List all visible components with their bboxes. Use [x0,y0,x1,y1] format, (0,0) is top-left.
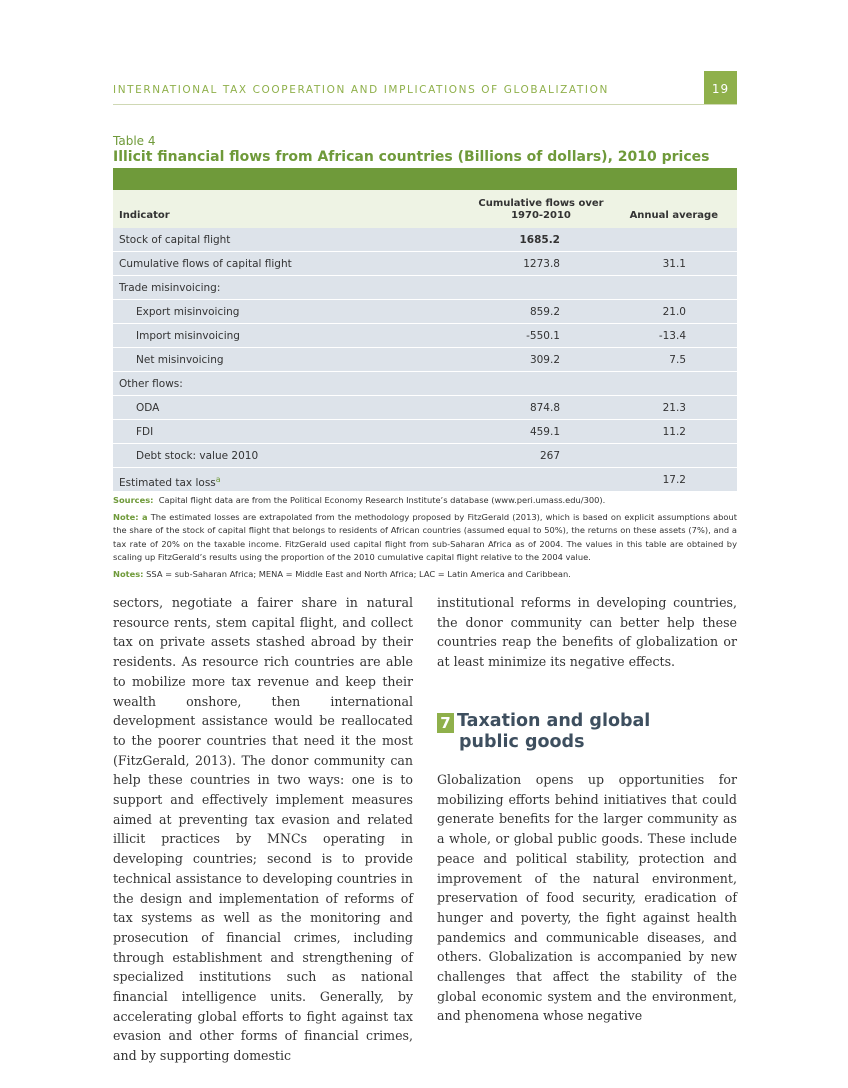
notes-label: Notes: [113,568,144,579]
row-cumulative: -550.1 [526,330,560,342]
column-header-cumulative-line2: 1970-2010 [511,210,571,221]
row-indicator: ODA [136,402,160,414]
row-indicator: Other flows: [119,378,183,390]
row-cumulative: 459.1 [529,426,560,438]
column-header-cumulative-line1: Cumulative flows over [478,198,604,209]
column-header-annual: Annual average [629,210,718,221]
row-annual: 21.0 [662,306,686,318]
row-cumulative: 309.2 [529,354,560,366]
table-row [113,444,737,468]
row-cumulative: 1273.8 [523,258,560,270]
table-row [113,348,737,372]
table-row [113,468,737,492]
note-a-text: The estimated losses are extrapolated from the methodology proposed by FitzGerald (2013), which is based on explicit assumptions about the share of the stock of capital flight that belongs to residents of African countries (assumed equal to 50%), the returns on these assets (7%), and a tax rate of 20% on the taxable income. FitzGerald used capital flight from sub-Saharan Africa as of 2004. The values in this table are obtained by scaling up FitzGerald’s results using the proportion of the 2010 cumulative capital flight relative to the 2004 value. [113,511,737,562]
page-number: 19 [704,71,737,105]
note-a-label: Note: a [113,511,148,522]
row-annual: 31.1 [662,258,686,270]
row-indicator-text: Estimated tax loss [119,477,216,489]
left-column [113,593,413,1066]
table-body [113,228,737,492]
row-indicator [119,468,221,495]
section-heading [457,711,650,753]
right-column-top [437,593,737,672]
right-column-bottom-paragraph: Globalization opens up opportunities for mobilizing efforts behind initiatives that could generate benefits for the larger community as a whole, or global public goods. These include peace and political stability, protection and improvement of the natural environment, preservation of food security, eradication of hunger and poverty, the fight against health pandemics and communicable diseases, and others. Globalization is accompanied by new challenges that affect the stability of the global economic system and the environment, and phenomena whose negative [437,772,737,1024]
section-title-line1: Taxation and global [457,711,651,731]
footnote-a [113,511,737,565]
table-row [113,324,737,348]
column-header-indicator: Indicator [119,210,170,221]
row-cumulative: 1685.2 [519,234,560,246]
table-row [113,396,737,420]
table-title: Illicit financial flows from African countries (Billions of dollars), 2010 prices [113,149,710,165]
sources-label: Sources: [113,495,154,505]
row-annual: 11.2 [662,426,686,438]
row-indicator: Trade misinvoicing: [119,282,221,294]
section-title-line2: public goods [459,732,585,752]
right-column-bottom [437,770,737,1026]
table-row [113,372,737,396]
notes-text: SSA = sub-Saharan Africa; MENA = Middle East and North Africa; LAC = Latin America and Caribbean. [146,568,571,579]
header-divider [113,104,737,105]
section-number: 7 [437,713,454,733]
footnote-marker: a [215,475,221,484]
row-annual: 7.5 [669,354,686,366]
sources-text: Capital flight data are from the Political Economy Research Institute’s database (www.peri.umass.edu/300). [158,495,606,505]
row-indicator: Import misinvoicing [136,330,240,342]
row-indicator: Cumulative flows of capital flight [119,258,292,270]
row-annual: 21.3 [662,402,686,414]
table-row [113,420,737,444]
column-header-cumulative [473,198,609,222]
table-row [113,252,737,276]
row-cumulative: 859.2 [529,306,560,318]
row-cumulative: 267 [539,450,560,462]
row-indicator: Stock of capital flight [119,234,231,246]
abbreviations-note [113,568,737,582]
sources-note [113,494,737,508]
left-column-paragraph: sectors, negotiate a fairer share in natural resource rents, stem capital flight, and collect tax on private assets stashed abroad by their residents. As resource rich countries are able to mobilize more tax revenue and keep their wealth onshore, then international development assistance would be reallocated to the poorer countries that need it the most (FitzGerald, 2013). The donor community can help these countries in two ways: one is to support and effectively implement measures aimed at preventing tax evasion and related illicit practices by MNCs operating in developing countries; second is to provide technical assistance to developing countries in the design and implementation of reforms of tax systems as well as the monitoring and prosecution of financial crimes, including through establishment and strengthening of specialized institutions such as national financial intelligence units. Generally, by accelerating global efforts to fight against tax evasion and other forms of financial crimes, and by supporting domestic [113,595,413,1064]
table-row [113,228,737,252]
row-indicator: Debt stock: value 2010 [136,450,259,462]
row-cumulative: 874.8 [529,402,560,414]
table-label: Table 4 [113,134,156,148]
right-column-top-paragraph: institutional reforms in developing countries, the donor community can better help these countries reap the benefits of globalization or at least minimize its negative effects. [437,595,737,670]
row-indicator: Export misinvoicing [136,306,240,318]
row-annual: 17.2 [662,474,686,486]
row-indicator: FDI [136,426,154,438]
table-header-band [113,168,737,190]
row-annual: -13.4 [658,330,686,342]
table-row [113,276,737,300]
table-notes [113,494,737,584]
running-header: INTERNATIONAL TAX COOPERATION AND IMPLICATIONS OF GLOBALIZATION [113,84,609,96]
table-row [113,300,737,324]
row-indicator: Net misinvoicing [136,354,224,366]
table-column-headers [113,190,737,228]
